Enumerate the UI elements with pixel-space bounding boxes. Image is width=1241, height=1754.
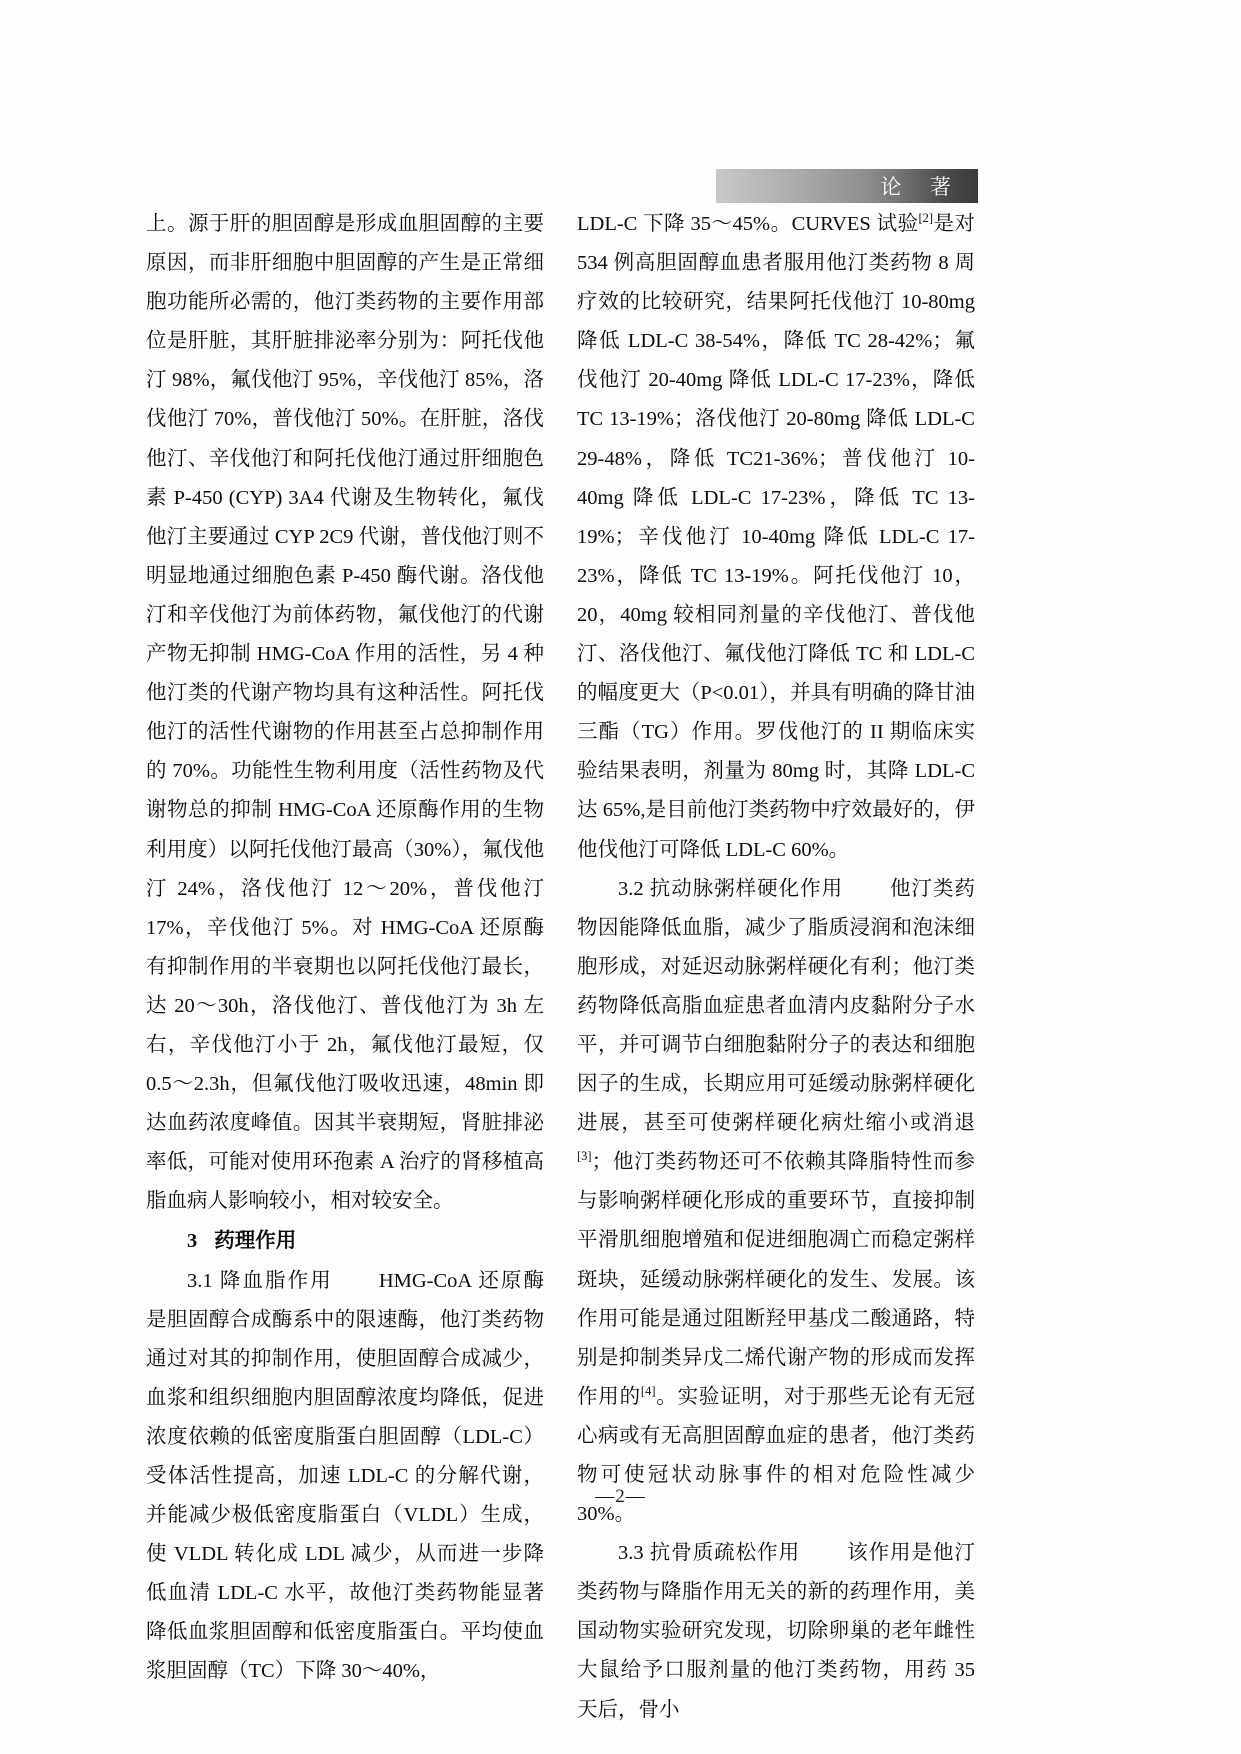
atherosclerosis-text-1: 他汀类药物因能降低血脂，减少了脂质浸润和泡沫细胞形成，对延迟动脉粥样硬化有利；他汀类药物降低高脂血症患者血清内皮黏附分子水平，并可调节白细胞黏附分子的表达和细胞因子的生成，长期应用可延缓动脉粥样硬化进展，甚至可使粥样硬化病灶缩小或消退 [577,877,976,1135]
paragraph-anti-osteoporosis [577,1534,975,1729]
paragraph-curves-trial [577,205,975,870]
subsection-number: 3.1 [187,1269,213,1292]
column-left [146,205,544,1692]
curves-text-after-ref: 是对 534 例高胆固醇血患者服用他汀类药物 8 周疗效的比较研究，结果阿托伐他汀 10-80mg 降低 LDL-C 38-54%，降低 TC 28-42%；氟伐他汀 20-40mg 降低 LDL-C 17-23%，降低 TC 13-19%；洛伐他汀 20-80mg 降低 LDL-C 29-48%，降低 TC21-36%；普伐他汀 10-40mg 降低 LDL-C 17-23%，降低 TC 13-19%；辛伐他汀 10-40mg 降低 LDL-C 17-23%，降低 TC 13-19%。阿托伐他汀 10，20，40mg 较相同剂量的辛伐他汀、普伐他汀、洛伐他汀、氟伐他汀降低 TC 和 LDL-C 的幅度更大（P<0.01），并具有明确的降甘油三酯（TG）作用。罗伐他汀的 II 期临床实验结果表明，剂量为 80mg 时，其降 LDL-C 达 65%,是目前他汀类药物中疗效最好的，伊他伐他汀可降低 LDL-C 60%。 [577,213,975,861]
paragraph-hepatic-metabolism: 上。源于肝的胆固醇是形成血胆固醇的主要原因，而非肝细胞中胆固醇的产生是正常细胞功能所必需的，他汀类药物的主要作用部位是肝脏，其肝脏排泌率分别为：阿托伐他汀 98%，氟伐他汀 95%，辛伐他汀 85%，洛伐他汀 70%，普伐他汀 50%。在肝脏，洛伐他汀、辛伐他汀和阿托伐他汀通过肝细胞色素 P-450 (CYP) 3A4 代谢及生物转化，氟伐他汀主要通过 CYP 2C9 代谢，普伐他汀则不明显地通过细胞色素 P-450 酶代谢。洛伐他汀和辛伐他汀为前体药物，氟伐他汀的代谢产物无抑制 HMG-CoA 作用的活性，另 4 种他汀类的代谢产物均具有这种活性。阿托伐他汀的活性代谢物的作用甚至占总抑制作用的 70%。功能性生物利用度（活性药物及代谢物总的抑制 HMG-CoA 还原酶作用的生物利用度）以阿托伐他汀最高（30%），氟伐他汀 24%，洛伐他汀 12～20%，普伐他汀 17%，辛伐他汀 5%。对 HMG-CoA 还原酶有抑制作用的半衰期也以阿托伐他汀最长，达 20～30h，洛伐他汀、普伐他汀为 3h 左右，辛伐他汀小于 2h，氟伐他汀最短，仅 0.5～2.3h，但氟伐他汀吸收迅速，48min 即达血药浓度峰值。因其半衰期短，肾脏排泌率低，可能对使用环孢素 A 治疗的肾移植高脂血病人影响较小，相对较安全。 [146,213,544,1213]
reference-marker-3: [3] [577,1149,592,1164]
heading-pharmacological-action [146,1221,544,1261]
section-banner-title: 论 著 [880,175,962,199]
reference-marker-4: [4] [640,1383,656,1398]
subsection-number: 3.2 [618,877,644,900]
atherosclerosis-text-3: 。实验证明，对于那些无论有无冠心病或有无高胆固醇血症的患者，他汀类药物可使冠状动脉事件的相对危险性减少 30%。 [577,1385,976,1526]
subsection-body: HMG-CoA 还原酶是胆固醇合成酶系中的限速酶，他汀类药物通过对其的抑制作用，使胆固醇合成减少，血浆和组织细胞内胆固醇浓度均降低，促进浓度依赖的低密度脂蛋白胆固醇（LDL-C）受体活性提高，加速 LDL-C 的分解代谢，并能减少极低密度脂蛋白（VLDL）生成，使 VLDL 转化成 LDL 减少，从而进一步降低血清 LDL-C 水平，故他汀类药物能显著降低血浆胆固醇和低密度脂蛋白。平均使血浆胆固醇（TC）下降 30～40%， [146,1269,545,1683]
osteoporosis-body: 该作用是他汀类药物与降脂作用无关的新的药理作用，美国动物实验研究发现，切除卵巢的老年雌性大鼠给予口服剂量的他汀类药物，用药 35 天后，骨小 [577,1542,976,1721]
subsection-subtitle: 降血脂作用 [219,1269,333,1292]
heading-label: 药理作用 [214,1228,297,1253]
curves-text-before-ref: LDL-C 下降 35～45%。CURVES 试验 [577,213,919,235]
subsection-subtitle: 抗动脉粥样硬化作用 [649,877,844,900]
page-footer [0,1486,1241,1508]
body-columns [0,205,1241,1721]
heading-number: 3 [187,1230,198,1253]
subsection-number: 3.3 [618,1542,644,1565]
reference-marker-2: [2] [918,211,934,226]
page-number: —2— [595,1486,646,1507]
paragraph-lipid-lowering [146,1262,544,1692]
atherosclerosis-text-2: ；他汀类药物还可不依赖其降脂特性而参与影响粥样硬化形成的重要环节，直接抑制平滑肌细胞增殖和促进细胞凋亡而稳定粥样斑块，延缓动脉粥样硬化的发生、发展。该作用可能是通过阻断羟甲基戊二酸通路，特别是抑制类异戊二烯代谢产物的形成而发挥作用的 [577,1151,975,1408]
section-banner [716,169,978,203]
running-head-row [0,169,1241,203]
subsection-subtitle: 抗骨质疏松作用 [649,1542,801,1565]
paragraph-anti-atherosclerosis [577,870,975,1535]
